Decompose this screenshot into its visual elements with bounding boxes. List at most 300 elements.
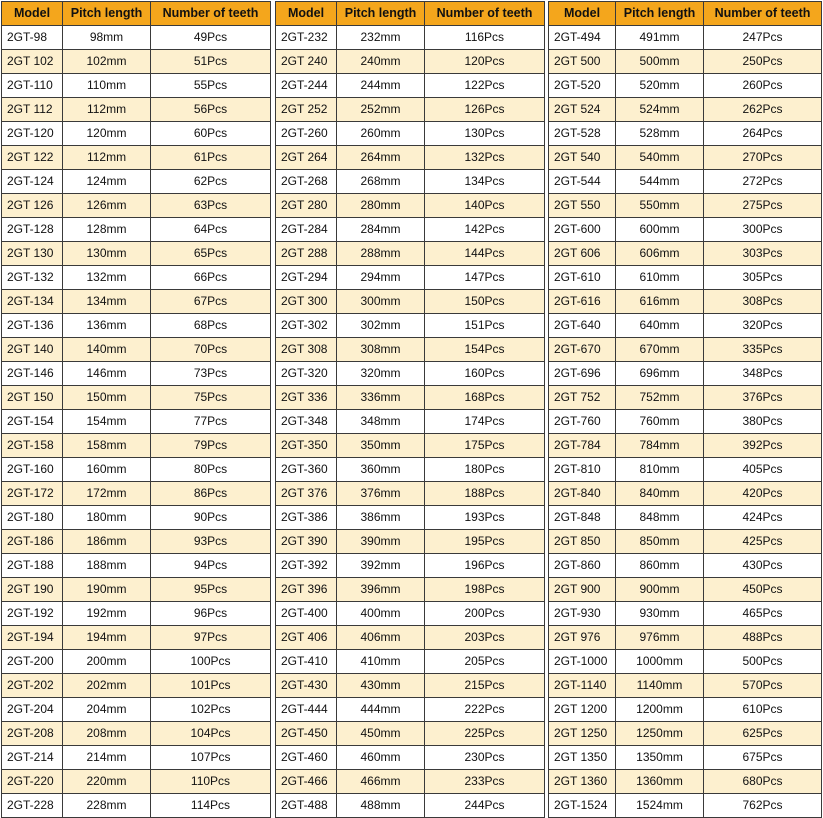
pitch-length-cell: 232mm	[337, 26, 425, 50]
table-row	[276, 794, 545, 818]
pitch-length-cell: 466mm	[337, 770, 425, 794]
teeth-count-cell: 610Pcs	[704, 698, 822, 722]
teeth-count-cell: 114Pcs	[151, 794, 271, 818]
table-row	[549, 770, 822, 794]
model-cell: 2GT-260	[276, 122, 337, 146]
pitch-length-cell: 488mm	[337, 794, 425, 818]
model-cell: 2GT 336	[276, 386, 337, 410]
teeth-count-cell: 215Pcs	[425, 674, 545, 698]
model-cell: 2GT 112	[2, 98, 63, 122]
teeth-count-cell: 120Pcs	[425, 50, 545, 74]
model-cell: 2GT-544	[549, 170, 616, 194]
teeth-count-cell: 405Pcs	[704, 458, 822, 482]
teeth-count-cell: 75Pcs	[151, 386, 271, 410]
table-row	[276, 218, 545, 242]
model-cell: 2GT-810	[549, 458, 616, 482]
model-cell: 2GT-136	[2, 314, 63, 338]
teeth-count-cell: 168Pcs	[425, 386, 545, 410]
pitch-length-cell: 840mm	[616, 482, 704, 506]
model-cell: 2GT-1524	[549, 794, 616, 818]
header-model: Model	[549, 2, 616, 26]
teeth-count-cell: 205Pcs	[425, 650, 545, 674]
table-row	[2, 314, 271, 338]
teeth-count-cell: 100Pcs	[151, 650, 271, 674]
table-row	[2, 266, 271, 290]
table-row	[276, 242, 545, 266]
table-row	[276, 26, 545, 50]
table-row	[549, 458, 822, 482]
teeth-count-cell: 140Pcs	[425, 194, 545, 218]
teeth-count-cell: 95Pcs	[151, 578, 271, 602]
pitch-length-cell: 132mm	[63, 266, 151, 290]
teeth-count-cell: 275Pcs	[704, 194, 822, 218]
table-row	[549, 650, 822, 674]
pitch-length-cell: 670mm	[616, 338, 704, 362]
model-cell: 2GT-1140	[549, 674, 616, 698]
table-row	[549, 362, 822, 386]
teeth-count-cell: 680Pcs	[704, 770, 822, 794]
teeth-count-cell: 134Pcs	[425, 170, 545, 194]
pitch-length-cell: 194mm	[63, 626, 151, 650]
model-cell: 2GT 126	[2, 194, 63, 218]
teeth-count-cell: 104Pcs	[151, 722, 271, 746]
teeth-count-cell: 102Pcs	[151, 698, 271, 722]
teeth-count-cell: 94Pcs	[151, 554, 271, 578]
model-cell: 2GT 102	[2, 50, 63, 74]
table-row	[2, 530, 271, 554]
table-row	[276, 530, 545, 554]
model-cell: 2GT 288	[276, 242, 337, 266]
model-cell: 2GT-160	[2, 458, 63, 482]
table-row	[549, 194, 822, 218]
teeth-count-cell: 80Pcs	[151, 458, 271, 482]
model-cell: 2GT-640	[549, 314, 616, 338]
pitch-length-cell: 550mm	[616, 194, 704, 218]
model-cell: 2GT-208	[2, 722, 63, 746]
teeth-count-cell: 97Pcs	[151, 626, 271, 650]
table-row	[2, 674, 271, 698]
model-cell: 2GT-528	[549, 122, 616, 146]
header-model: Model	[2, 2, 63, 26]
model-cell: 2GT 308	[276, 338, 337, 362]
pitch-length-cell: 154mm	[63, 410, 151, 434]
pitch-length-cell: 190mm	[63, 578, 151, 602]
model-cell: 2GT-268	[276, 170, 337, 194]
model-cell: 2GT-194	[2, 626, 63, 650]
model-cell: 2GT-186	[2, 530, 63, 554]
model-cell: 2GT-128	[2, 218, 63, 242]
pitch-length-cell: 192mm	[63, 602, 151, 626]
pitch-length-cell: 228mm	[63, 794, 151, 818]
pitch-length-cell: 1350mm	[616, 746, 704, 770]
teeth-count-cell: 150Pcs	[425, 290, 545, 314]
model-cell: 2GT-600	[549, 218, 616, 242]
teeth-count-cell: 132Pcs	[425, 146, 545, 170]
teeth-count-cell: 56Pcs	[151, 98, 271, 122]
header-pitch-length: Pitch length	[63, 2, 151, 26]
teeth-count-cell: 154Pcs	[425, 338, 545, 362]
pitch-length-cell: 976mm	[616, 626, 704, 650]
pitch-length-cell: 784mm	[616, 434, 704, 458]
table-row	[276, 674, 545, 698]
table-row	[549, 266, 822, 290]
table-row	[2, 434, 271, 458]
teeth-count-cell: 160Pcs	[425, 362, 545, 386]
model-cell: 2GT 900	[549, 578, 616, 602]
pitch-length-cell: 491mm	[616, 26, 704, 50]
teeth-count-cell: 196Pcs	[425, 554, 545, 578]
model-cell: 2GT-860	[549, 554, 616, 578]
model-cell: 2GT-350	[276, 434, 337, 458]
pitch-length-cell: 1000mm	[616, 650, 704, 674]
teeth-count-cell: 107Pcs	[151, 746, 271, 770]
teeth-count-cell: 675Pcs	[704, 746, 822, 770]
table-row	[276, 266, 545, 290]
table-row	[549, 338, 822, 362]
model-cell: 2GT-220	[2, 770, 63, 794]
pitch-length-cell: 186mm	[63, 530, 151, 554]
teeth-count-cell: 450Pcs	[704, 578, 822, 602]
model-cell: 2GT 540	[549, 146, 616, 170]
table-row	[2, 362, 271, 386]
model-cell: 2GT 190	[2, 578, 63, 602]
model-cell: 2GT-494	[549, 26, 616, 50]
pitch-length-cell: 348mm	[337, 410, 425, 434]
pitch-length-cell: 524mm	[616, 98, 704, 122]
model-cell: 2GT 280	[276, 194, 337, 218]
table-row	[549, 578, 822, 602]
table-row	[276, 362, 545, 386]
table-row	[276, 698, 545, 722]
table-row	[549, 122, 822, 146]
pitch-length-cell: 172mm	[63, 482, 151, 506]
table-row	[276, 146, 545, 170]
teeth-count-cell: 175Pcs	[425, 434, 545, 458]
model-cell: 2GT-760	[549, 410, 616, 434]
table-row	[276, 410, 545, 434]
table-row	[276, 314, 545, 338]
table-row	[276, 482, 545, 506]
table-row	[549, 386, 822, 410]
model-cell: 2GT-360	[276, 458, 337, 482]
pitch-length-cell: 208mm	[63, 722, 151, 746]
model-cell: 2GT-696	[549, 362, 616, 386]
table-row	[276, 626, 545, 650]
teeth-count-cell: 55Pcs	[151, 74, 271, 98]
pitch-length-cell: 848mm	[616, 506, 704, 530]
table-row	[549, 698, 822, 722]
model-cell: 2GT-930	[549, 602, 616, 626]
table-row	[2, 770, 271, 794]
table-row	[549, 602, 822, 626]
model-cell: 2GT 850	[549, 530, 616, 554]
pitch-length-cell: 180mm	[63, 506, 151, 530]
teeth-count-cell: 142Pcs	[425, 218, 545, 242]
pitch-length-cell: 444mm	[337, 698, 425, 722]
pitch-length-cell: 136mm	[63, 314, 151, 338]
teeth-count-cell: 96Pcs	[151, 602, 271, 626]
pitch-length-cell: 98mm	[63, 26, 151, 50]
pitch-length-cell: 320mm	[337, 362, 425, 386]
model-cell: 2GT 500	[549, 50, 616, 74]
pitch-length-cell: 350mm	[337, 434, 425, 458]
teeth-count-cell: 70Pcs	[151, 338, 271, 362]
model-cell: 2GT-132	[2, 266, 63, 290]
model-cell: 2GT 752	[549, 386, 616, 410]
teeth-count-cell: 203Pcs	[425, 626, 545, 650]
pitch-length-cell: 696mm	[616, 362, 704, 386]
header-number-of-teeth: Number of teeth	[151, 2, 271, 26]
teeth-count-cell: 260Pcs	[704, 74, 822, 98]
pitch-length-cell: 900mm	[616, 578, 704, 602]
pitch-length-cell: 124mm	[63, 170, 151, 194]
table-row	[276, 290, 545, 314]
model-cell: 2GT 606	[549, 242, 616, 266]
pitch-length-cell: 860mm	[616, 554, 704, 578]
pitch-length-cell: 146mm	[63, 362, 151, 386]
teeth-count-cell: 130Pcs	[425, 122, 545, 146]
table-row	[276, 98, 545, 122]
model-cell: 2GT-214	[2, 746, 63, 770]
table-row	[2, 698, 271, 722]
header-number-of-teeth: Number of teeth	[425, 2, 545, 26]
table-row	[549, 722, 822, 746]
teeth-count-cell: 116Pcs	[425, 26, 545, 50]
table-row	[549, 74, 822, 98]
pitch-length-cell: 112mm	[63, 98, 151, 122]
table-row	[276, 338, 545, 362]
teeth-count-cell: 320Pcs	[704, 314, 822, 338]
pitch-length-cell: 1524mm	[616, 794, 704, 818]
pitch-length-cell: 850mm	[616, 530, 704, 554]
teeth-count-cell: 198Pcs	[425, 578, 545, 602]
teeth-count-cell: 126Pcs	[425, 98, 545, 122]
teeth-count-cell: 250Pcs	[704, 50, 822, 74]
table-row	[276, 458, 545, 482]
model-cell: 2GT 150	[2, 386, 63, 410]
teeth-count-cell: 244Pcs	[425, 794, 545, 818]
pitch-length-cell: 406mm	[337, 626, 425, 650]
table-row	[549, 554, 822, 578]
table-row	[276, 746, 545, 770]
pitch-length-cell: 606mm	[616, 242, 704, 266]
pitch-length-cell: 616mm	[616, 290, 704, 314]
table-header-row	[2, 2, 271, 26]
table-row	[2, 122, 271, 146]
table-row	[549, 50, 822, 74]
teeth-count-cell: 272Pcs	[704, 170, 822, 194]
teeth-count-cell: 144Pcs	[425, 242, 545, 266]
table-row	[276, 554, 545, 578]
teeth-count-cell: 270Pcs	[704, 146, 822, 170]
header-pitch-length: Pitch length	[616, 2, 704, 26]
model-cell: 2GT-466	[276, 770, 337, 794]
table-row	[549, 674, 822, 698]
teeth-count-cell: 65Pcs	[151, 242, 271, 266]
teeth-count-cell: 500Pcs	[704, 650, 822, 674]
table-row	[549, 626, 822, 650]
teeth-count-cell: 230Pcs	[425, 746, 545, 770]
table-row	[276, 386, 545, 410]
table-row	[2, 74, 271, 98]
teeth-count-cell: 110Pcs	[151, 770, 271, 794]
model-cell: 2GT-202	[2, 674, 63, 698]
pitch-length-cell: 1250mm	[616, 722, 704, 746]
pitch-length-cell: 450mm	[337, 722, 425, 746]
pitch-length-cell: 214mm	[63, 746, 151, 770]
pitch-length-cell: 460mm	[337, 746, 425, 770]
table-row	[549, 434, 822, 458]
teeth-count-cell: 488Pcs	[704, 626, 822, 650]
model-cell: 2GT 550	[549, 194, 616, 218]
model-cell: 2GT 976	[549, 626, 616, 650]
table-row	[2, 650, 271, 674]
model-cell: 2GT-670	[549, 338, 616, 362]
table-row	[549, 482, 822, 506]
pitch-length-cell: 102mm	[63, 50, 151, 74]
teeth-count-cell: 392Pcs	[704, 434, 822, 458]
teeth-count-cell: 73Pcs	[151, 362, 271, 386]
table-row	[2, 218, 271, 242]
teeth-count-cell: 101Pcs	[151, 674, 271, 698]
table-row	[549, 170, 822, 194]
pitch-length-cell: 294mm	[337, 266, 425, 290]
teeth-count-cell: 380Pcs	[704, 410, 822, 434]
pitch-length-cell: 640mm	[616, 314, 704, 338]
teeth-count-cell: 51Pcs	[151, 50, 271, 74]
table-row	[2, 194, 271, 218]
table-row	[2, 242, 271, 266]
pitch-length-cell: 386mm	[337, 506, 425, 530]
model-cell: 2GT 264	[276, 146, 337, 170]
pitch-length-cell: 376mm	[337, 482, 425, 506]
teeth-count-cell: 174Pcs	[425, 410, 545, 434]
pitch-length-cell: 390mm	[337, 530, 425, 554]
table-row	[276, 434, 545, 458]
model-cell: 2GT-410	[276, 650, 337, 674]
teeth-count-cell: 376Pcs	[704, 386, 822, 410]
table-row	[276, 170, 545, 194]
pitch-length-cell: 544mm	[616, 170, 704, 194]
table-row	[549, 506, 822, 530]
table-row	[2, 410, 271, 434]
model-cell: 2GT-460	[276, 746, 337, 770]
teeth-count-cell: 570Pcs	[704, 674, 822, 698]
header-number-of-teeth: Number of teeth	[704, 2, 822, 26]
teeth-count-cell: 68Pcs	[151, 314, 271, 338]
model-cell: 2GT-192	[2, 602, 63, 626]
model-cell: 2GT-228	[2, 794, 63, 818]
pitch-length-cell: 280mm	[337, 194, 425, 218]
model-cell: 2GT-784	[549, 434, 616, 458]
pitch-length-cell: 220mm	[63, 770, 151, 794]
header-model: Model	[276, 2, 337, 26]
teeth-count-cell: 762Pcs	[704, 794, 822, 818]
model-cell: 2GT-444	[276, 698, 337, 722]
teeth-count-cell: 348Pcs	[704, 362, 822, 386]
pitch-length-cell: 252mm	[337, 98, 425, 122]
model-cell: 2GT-302	[276, 314, 337, 338]
table-row	[2, 578, 271, 602]
table-row	[2, 26, 271, 50]
pitch-length-cell: 1140mm	[616, 674, 704, 698]
teeth-count-cell: 262Pcs	[704, 98, 822, 122]
pitch-length-cell: 158mm	[63, 434, 151, 458]
model-cell: 2GT-386	[276, 506, 337, 530]
teeth-count-cell: 180Pcs	[425, 458, 545, 482]
model-cell: 2GT-120	[2, 122, 63, 146]
pitch-length-cell: 288mm	[337, 242, 425, 266]
table-row	[2, 746, 271, 770]
pitch-length-cell: 202mm	[63, 674, 151, 698]
model-cell: 2GT-400	[276, 602, 337, 626]
pitch-length-cell: 336mm	[337, 386, 425, 410]
pitch-length-cell: 300mm	[337, 290, 425, 314]
teeth-count-cell: 247Pcs	[704, 26, 822, 50]
teeth-count-cell: 90Pcs	[151, 506, 271, 530]
teeth-count-cell: 308Pcs	[704, 290, 822, 314]
teeth-count-cell: 67Pcs	[151, 290, 271, 314]
table-row	[276, 50, 545, 74]
pitch-length-cell: 112mm	[63, 146, 151, 170]
table-row	[276, 74, 545, 98]
model-cell: 2GT-110	[2, 74, 63, 98]
model-cell: 2GT 300	[276, 290, 337, 314]
teeth-count-cell: 300Pcs	[704, 218, 822, 242]
model-cell: 2GT 1360	[549, 770, 616, 794]
header-pitch-length: Pitch length	[337, 2, 425, 26]
model-cell: 2GT-134	[2, 290, 63, 314]
belt-table-2	[275, 1, 545, 818]
pitch-length-cell: 308mm	[337, 338, 425, 362]
teeth-count-cell: 122Pcs	[425, 74, 545, 98]
table-row	[2, 722, 271, 746]
model-cell: 2GT-146	[2, 362, 63, 386]
model-cell: 2GT 1200	[549, 698, 616, 722]
pitch-length-cell: 410mm	[337, 650, 425, 674]
table-row	[549, 314, 822, 338]
pitch-length-cell: 264mm	[337, 146, 425, 170]
model-cell: 2GT-430	[276, 674, 337, 698]
pitch-length-cell: 120mm	[63, 122, 151, 146]
model-cell: 2GT-610	[549, 266, 616, 290]
model-cell: 2GT-392	[276, 554, 337, 578]
table-row	[2, 98, 271, 122]
model-cell: 2GT-520	[549, 74, 616, 98]
model-cell: 2GT-232	[276, 26, 337, 50]
model-cell: 2GT 1250	[549, 722, 616, 746]
pitch-length-cell: 204mm	[63, 698, 151, 722]
teeth-count-cell: 147Pcs	[425, 266, 545, 290]
pitch-length-cell: 752mm	[616, 386, 704, 410]
pitch-length-cell: 260mm	[337, 122, 425, 146]
pitch-length-cell: 140mm	[63, 338, 151, 362]
pitch-length-cell: 150mm	[63, 386, 151, 410]
table-row	[549, 242, 822, 266]
table-row	[276, 722, 545, 746]
pitch-length-cell: 396mm	[337, 578, 425, 602]
teeth-count-cell: 303Pcs	[704, 242, 822, 266]
belt-table-3	[548, 1, 822, 818]
model-cell: 2GT 376	[276, 482, 337, 506]
teeth-count-cell: 233Pcs	[425, 770, 545, 794]
model-cell: 2GT-450	[276, 722, 337, 746]
teeth-count-cell: 62Pcs	[151, 170, 271, 194]
table-row	[2, 50, 271, 74]
teeth-count-cell: 61Pcs	[151, 146, 271, 170]
table-row	[2, 290, 271, 314]
teeth-count-cell: 222Pcs	[425, 698, 545, 722]
